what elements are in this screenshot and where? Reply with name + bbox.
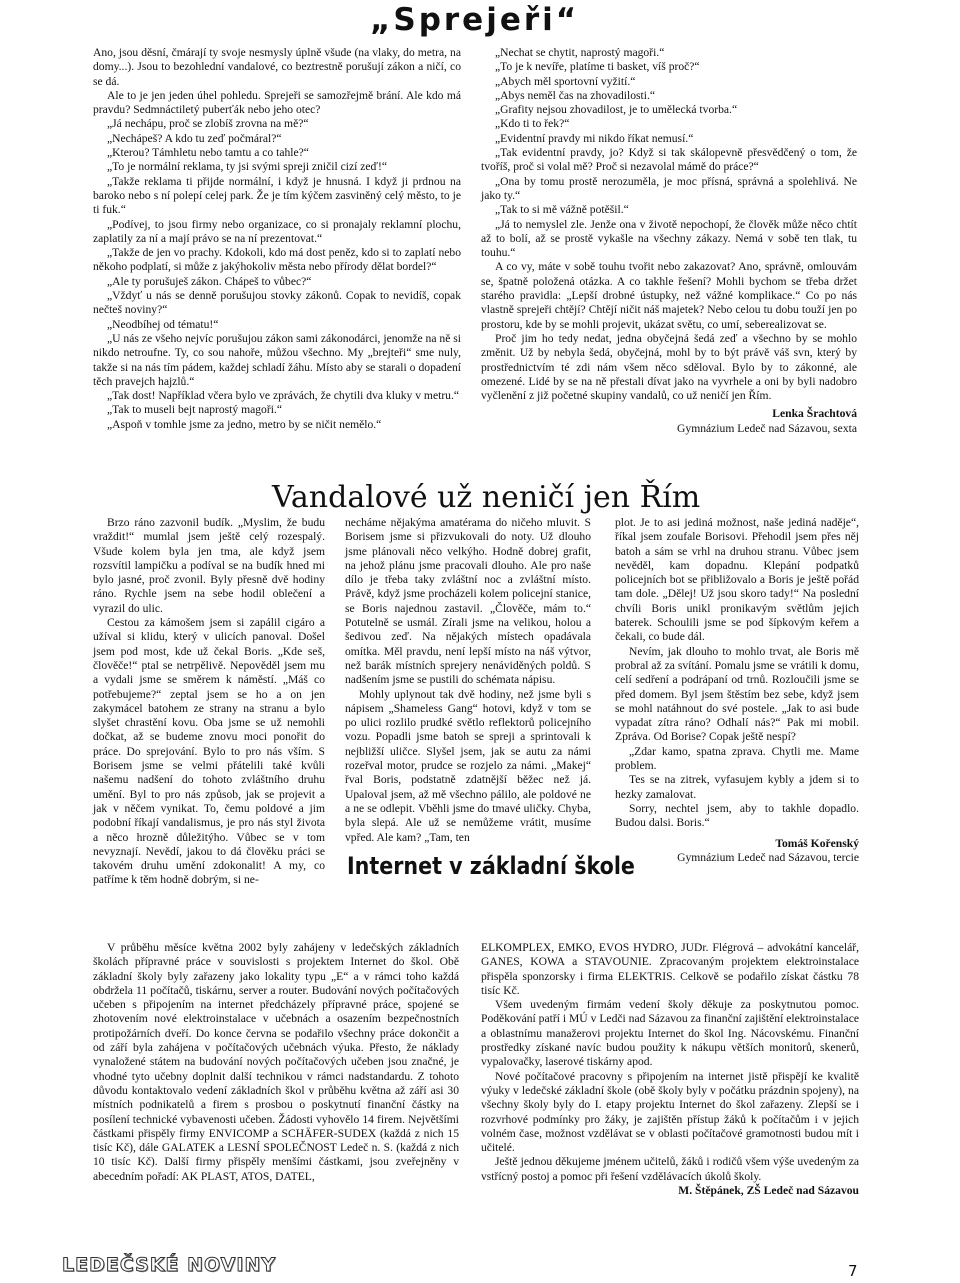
paragraph: „Aspoň v tomhle jsme za jedno, metro by se ničit nemělo.“ xyxy=(107,417,382,431)
paragraph: „To je normální reklama, ty jsi svými spreji zničil cizí zeď!“ xyxy=(107,160,388,174)
article3-signature: M. Štěpánek, ZŠ Ledeč nad Sázavou xyxy=(678,1184,859,1198)
paragraph: Mohly uplynout tak dvě hodiny, než jsme byli s nápisem „Shameless Gang“ hotovi, když v tom se po ulici rozlilo prudké světlo reflektorů policejního vozu. Popadli jsme batoh se spreji a sprintovali k nejbližší uličce. Slyšel jsem, jak se autu za námi rozeřval motor, prudce se rozjelo za námi. „Makej“ řval Boris, podstatně zdatnější běžec než já. Upaloval jsem, až mě všechno pálilo, ale poldové ne a ne se odlepit. Vběhli jsme do tmavé uličky. Chyba, byla slepá. Ale už se nemůžeme vrátit, musíme vpřed. Ale kam? „Tam, ten xyxy=(345,687,591,844)
paragraph: „Grafity nejsou zhovadilost, je to umělecká tvorba.“ xyxy=(495,103,738,117)
paragraph: Ano, jsou děsní, čmárají ty svoje nesmysly úplně všude (na vlaky, do metra, na domy...). Jsou to bezohlední vandalové, co beztrestně porušují zákon a ničí, co se dá. xyxy=(93,46,461,88)
article1-left-column xyxy=(93,46,461,432)
paragraph: „To je k nevíře, platíme ti basket, víš proč?“ xyxy=(495,60,700,74)
paragraph: ELKOMPLEX, EMKO, EVOS HYDRO, JUDr. Flégrová – advokátní kancelář, GANES, KOWA a STAVOUNIE. Zpracovaným projektem elektroinstalace přispěla sponzorsky i firma ELEKTRIS. Celkově se podařilo získat částku 78 tisíc Kč. xyxy=(481,941,859,997)
newspaper-logo: LEDEČSKÉ NOVINY xyxy=(62,1254,277,1276)
paragraph: Brzo ráno zazvonil budík. „Myslim, že budu vraždit!“ mumlal jsem ještě celý rozespalý. Všude kolem byla jen tma, ale když jsem rozsvítil lampičku a podíval se na budík hned mi bylo jasné, proč zvonil. Byly přesně dvě hodiny ráno. Rychle jsem na sebe hodil oblečení a vyrazil do ulic. xyxy=(93,516,325,615)
article-title-internet: Internet v základní škole xyxy=(347,852,635,880)
paragraph: „Já to nemyslel zle. Jenže ona v životě nepochopí, že člověk může něco chtít až to bolí, až se prostě vykašle na všechny zákazy. Nemá v sobě ten tlak, tu touhu.“ xyxy=(481,217,857,260)
author-school: Gymnázium Ledeč nad Sázavou, tercie xyxy=(677,850,859,864)
author-school: Gymnázium Ledeč nad Sázavou, sexta xyxy=(677,421,857,435)
paragraph: necháme nějakýma amatérama do ničeho mluvit. S Borisem jsme si přizvukovali do noty. Už dlouho jsme plánovali něco velkýho. Hodně dobrej grafit, na jehož plánu jsme pracovali dlouho. Ale pro naše dílo je třeba taky zvláštní noc a zvláštní místo. Právě, když jsme procházeli kolem policejní stanice, se Boris najednou zastavil. „Člověče, mám to.“ Potutelně se usmál. Zírali jsme na velikou, holou a šedivou zeď. Na nějakých místech opadávala omítka. Měl pravdu, není lepší místo na náš výtvor, než barák místních sprejery nenáviděných poldů. S nadšením jsme se pustili do schémata nápisu. xyxy=(345,516,591,687)
article-title-sprejeri: „Sprejeři“ xyxy=(370,2,580,38)
paragraph: „Abych měl sportovní vyžití.“ xyxy=(495,74,636,88)
paragraph: „Tak to museli bejt naprostý magoři.“ xyxy=(107,403,282,417)
paragraph: „Evidentní pravdy mi nikdo říkat nemusí.“ xyxy=(495,131,694,145)
paragraph: „Zdar kamo, spatna zprava. Chytli me. Mame problem. xyxy=(615,744,859,773)
paragraph: Všem uvedeným firmám vedení školy děkuje za poskytnutou pomoc. Poděkování patří i MÚ v Ledči nad Sázavou za finanční zajištění elektroinstalace a oblastnímu manažerovi projektu Internet do škol Ing. Nácovskému. Finanční prostředky získané navíc budou použity k nákupu větších monitorů, skenerů, vypalovačky, laserové tiskárny apod. xyxy=(481,998,859,1069)
paragraph: Proč jim ho tedy nedat, jedna obyčejná šedá zeď a všechno by se mohlo změnit. Už by nebyla šedá, obyčejná, mohl by to být právě váš svn, který by prostřednictvím té zdi nám všem něco sděloval. Bylo by to zákonné, ale omezené. Lidé by se na ně přestali dívat jako na vyvrhele a oni by byli nadobro vyčlenění z již početné skupiny vandalů, co už neničí jen Řím. xyxy=(481,331,857,403)
paragraph: „Vždyť u nás se denně porušujou stovky zákonů. Copak to nevidíš, copak nečteš noviny?“ xyxy=(93,289,461,317)
paragraph: A co vy, máte v sobě touhu tvořit nebo zakazovat? Ano, správně, omlouvám se, špatně položená otázka. A co takhle řešení? Mohli bychom se třeba držet starého pravidla: „Lepší drobné ústupky, než vážné komplikace.“ Co po nás vlastně sprejeři chtějí? Chtějí ničit náš majetek? Nebo celou tu dobu touží jen po prostoru, kde by se mohli projevit, ukázat světu, co umí, seberealizovat se. xyxy=(481,260,857,331)
page-number: 7 xyxy=(848,1262,858,1280)
paragraph: Nevím, jak dlouho to mohlo trvat, ale Boris mě probral až za svítání. Pomalu jsme se vrátili k domu, celí sedření a podrápaní od trnů. Rozloučili jsme se před domem. Byl jsem štěstím bez sebe, když jsem se mohl natáhnout do své postele. „Jak to asi bude vypadat zítra ráno? Odhalí nás?“ Pak mi mobil. Zpráva. Od Borise? Copak ještě nespí? xyxy=(615,644,859,744)
paragraph: Ještě jednou děkujeme jménem učitelů, žáků i rodičů všem výše uvedeným za vstřícný postoj a pomoc při řešení vzdělávacích úkolů školy. xyxy=(481,1155,859,1183)
article3-left-column xyxy=(93,941,459,1184)
paragraph: „Já nechápu, proč se zlobíš zrovna na mě?“ xyxy=(107,117,309,131)
author-name: Lenka Šrachtová xyxy=(772,407,857,421)
paragraph: „Abys neměl čas na zhovadilosti.“ xyxy=(495,88,656,102)
paragraph: „Takže de jen vo prachy. Kdokoli, kdo má dost peněz, kdo si to zaplatí nebo někoho podplatí, si může z jakýhokoliv města nebo přírody dělat bordel?“ xyxy=(93,246,461,274)
author-name: Tomáš Kořenský xyxy=(775,836,859,850)
article2-column-3 xyxy=(615,516,859,865)
paragraph: Tes se na zitrek, vyfasujem kybly a jdem si to hezky zamalovat. xyxy=(615,773,859,801)
article2-column-2 xyxy=(345,516,591,845)
paragraph: „Tak evidentní pravdy, jo? Když si tak skálopevně přesvědčený o tom, že tvoříš, proč si volal mě? Proč si nezavolal mámě do práce?“ xyxy=(481,146,857,174)
paragraph: plot. Je to asi jediná možnost, naše jediná naděje“, říkal jsem zoufale Borisovi. Přehodil jsem přes něj batoh a sám se vrhl na druhou stranu. Vůbec jsem nevěděl, kam dopadnu. Klepání podpatků policejních bot se přibližovalo a Boris je ještě pořád tam dole. „Dělej! Už jsou skoro tady!“ Na poslední chvíli Boris unikl pronikavým světlům jejich baterek. Schoulili jsme se pod šípkovým keřem a čekali, co bude dál. xyxy=(615,516,859,644)
paragraph: Nové počítačové pracovny s připojením na internet jistě přispějí ke kvalitě výuky v ledečské základní škole (obě školy byly v počátku prázdnin spojeny), na všechny školy byly do I. etapy projektu Internet do škol zařazeny. Zlepší se i rozvrhové podmínky pro žáky, je zajištěn přístup žáků k počítačům i v jejich volném čase, možnost vzdělávat se v oblasti počítačové gramotnosti budou mít i učitelé. xyxy=(481,1069,859,1155)
paragraph: „Tak to si mě vážně potěšil.“ xyxy=(495,203,629,217)
paragraph: „Kdo ti to řek?“ xyxy=(495,117,570,131)
paragraph: Sorry, nechtel jsem, aby to takhle dopadlo. Budou dalsi. Boris.“ xyxy=(615,801,859,830)
paragraph: Ale to je jen jeden úhel pohledu. Sprejeři se samozřejmě brání. Ale kdo má pravdu? Sedmnáctiletý puberťák nebo jeho otec? xyxy=(93,88,461,117)
paragraph: „Ona by tomu prostě nerozuměla, je moc přísná, správná a spolehlivá. Ne jako ty.“ xyxy=(481,174,857,202)
paragraph: „Nechat se chytit, naprostý magoři.“ xyxy=(495,46,665,59)
paragraph: „Neodbíhej od tématu!“ xyxy=(107,317,219,331)
paragraph: „Tak dost! Například včera bylo ve zprávách, že chytili dva kluky v metru.“ xyxy=(107,389,460,403)
paragraph: „Ale ty porušuješ zákon. Chápeš to vůbec?“ xyxy=(107,274,312,288)
paragraph: „Kterou? Támhletu nebo tamtu a co tahle?“ xyxy=(107,146,309,160)
paragraph: Cestou za kámošem jsem si zapálil cigáro a užíval si klidu, který v ulicích panoval. Došel jsem pod most, kde už čekal Boris. „Kde seš, člověče!“ ptal se netrpělivě. Nepověděl jsem mu a vydali jsme se směrem k náměstí. „Máš co potřebujeme?“ zeptal jsem se ho a on jen zakymácel batohem ze strany na stranu a bylo slyšet chrastění kovu. Oba jsme se už nemohli dočkat, až se budeme znovu moci ponořit do práce. Do sprejování. Bylo to pro nás vším. S Borisem jsme se velmi přátelili také kvůli našemu nadšení do tohoto zvláštního druhu umění. Byl to pro nás způsob, jak se projevit a jak v něčem vynikat. To, čemu poldové a jim podobní říkají vandalismus, je pro nás styl života a něco hrozně důležitýho. Vůbec se v tom nevyznají. Nevědí, jakou to dá člověku práci se takovém druhu umění zdokonalit! A my, co patříme k těm hodně dobrým, si ne- xyxy=(93,616,325,887)
article-title-vandalove: Vandalové už neničí jen Řím xyxy=(272,480,701,515)
article3-right-column xyxy=(481,941,859,1198)
article2-column-1 xyxy=(93,516,325,888)
paragraph: „Podívej, to jsou firmy nebo organizace, co si pronajaly reklamní plochu, zaplatily za ní a mají právo se na ní prezentovat.“ xyxy=(93,217,461,245)
paragraph: „U nás ze všeho nejvíc porušujou zákon sami zákonodárci, jenomže na ně si nikdo netroufne. Ty, co sou nahoře, můžou všechno. My „brejteři“ sme nuly, takže si na nás tím pádem, každej schladí žáhu. Místo aby se starali o dopadení těch pravejch hajzlů.“ xyxy=(93,331,461,388)
paragraph: V průběhu měsíce května 2002 byly zahájeny v ledečských základních školách přípravné práce v souvislosti s projektem Internet do škol. Obě základní školy byly zařazeny jako lokality typu „E“ a v rámci toho každá obdržela 11 počítačů, tiskárnu, server a router. Budování nových počítačových učeben s připojením na internet předcházely přípravné práce, spojené se zhotovením nové elektroinstalace v učebnách a osazením bezpečnostních protipožárních dveří. Do konce června se podařilo všechny práce dokončit a od září byla zahájena v počítačových učebnách výuka. Přesto, že náklady vynaložené státem na budování nových počítačových učeben jsou značné, je vhodné tyto učebny doplnit další technikou v rámci nadstandardu. Z tohoto důvodu kontaktovalo vedení základních škol v průběhu května až září asi 30 místních podnikatelů a firem s prosbou o poskytnutí finanční částky na posílení technické vybavenosti učeben. Žádosti vyhovělo 14 firem. Největšími částkami přispěly firmy ENVICOMP a SCHÄFER-SUDEX (každá z nich 15 tisíc Kč), dále GALATEK a LESNÍ SPOLEČNOST Ledeč n. S. (každá z nich 10 tisíc Kč). Další firmy přispěly menšími částkami, jsou zveřejněny v abecedním pořadí: AK PLAST, ATOS, DATEL, xyxy=(93,941,459,1183)
paragraph: „Takže reklama ti přijde normální, i když je hnusná. I když ji prdnou na baroko nebo s ní polepí celej park. Že je tím kýčem zasviněný celý město, to je ti fuk.“ xyxy=(93,174,461,217)
paragraph: „Nechápeš? A kdo tu zeď počmáral?“ xyxy=(107,131,282,145)
article1-right-column xyxy=(481,46,857,436)
